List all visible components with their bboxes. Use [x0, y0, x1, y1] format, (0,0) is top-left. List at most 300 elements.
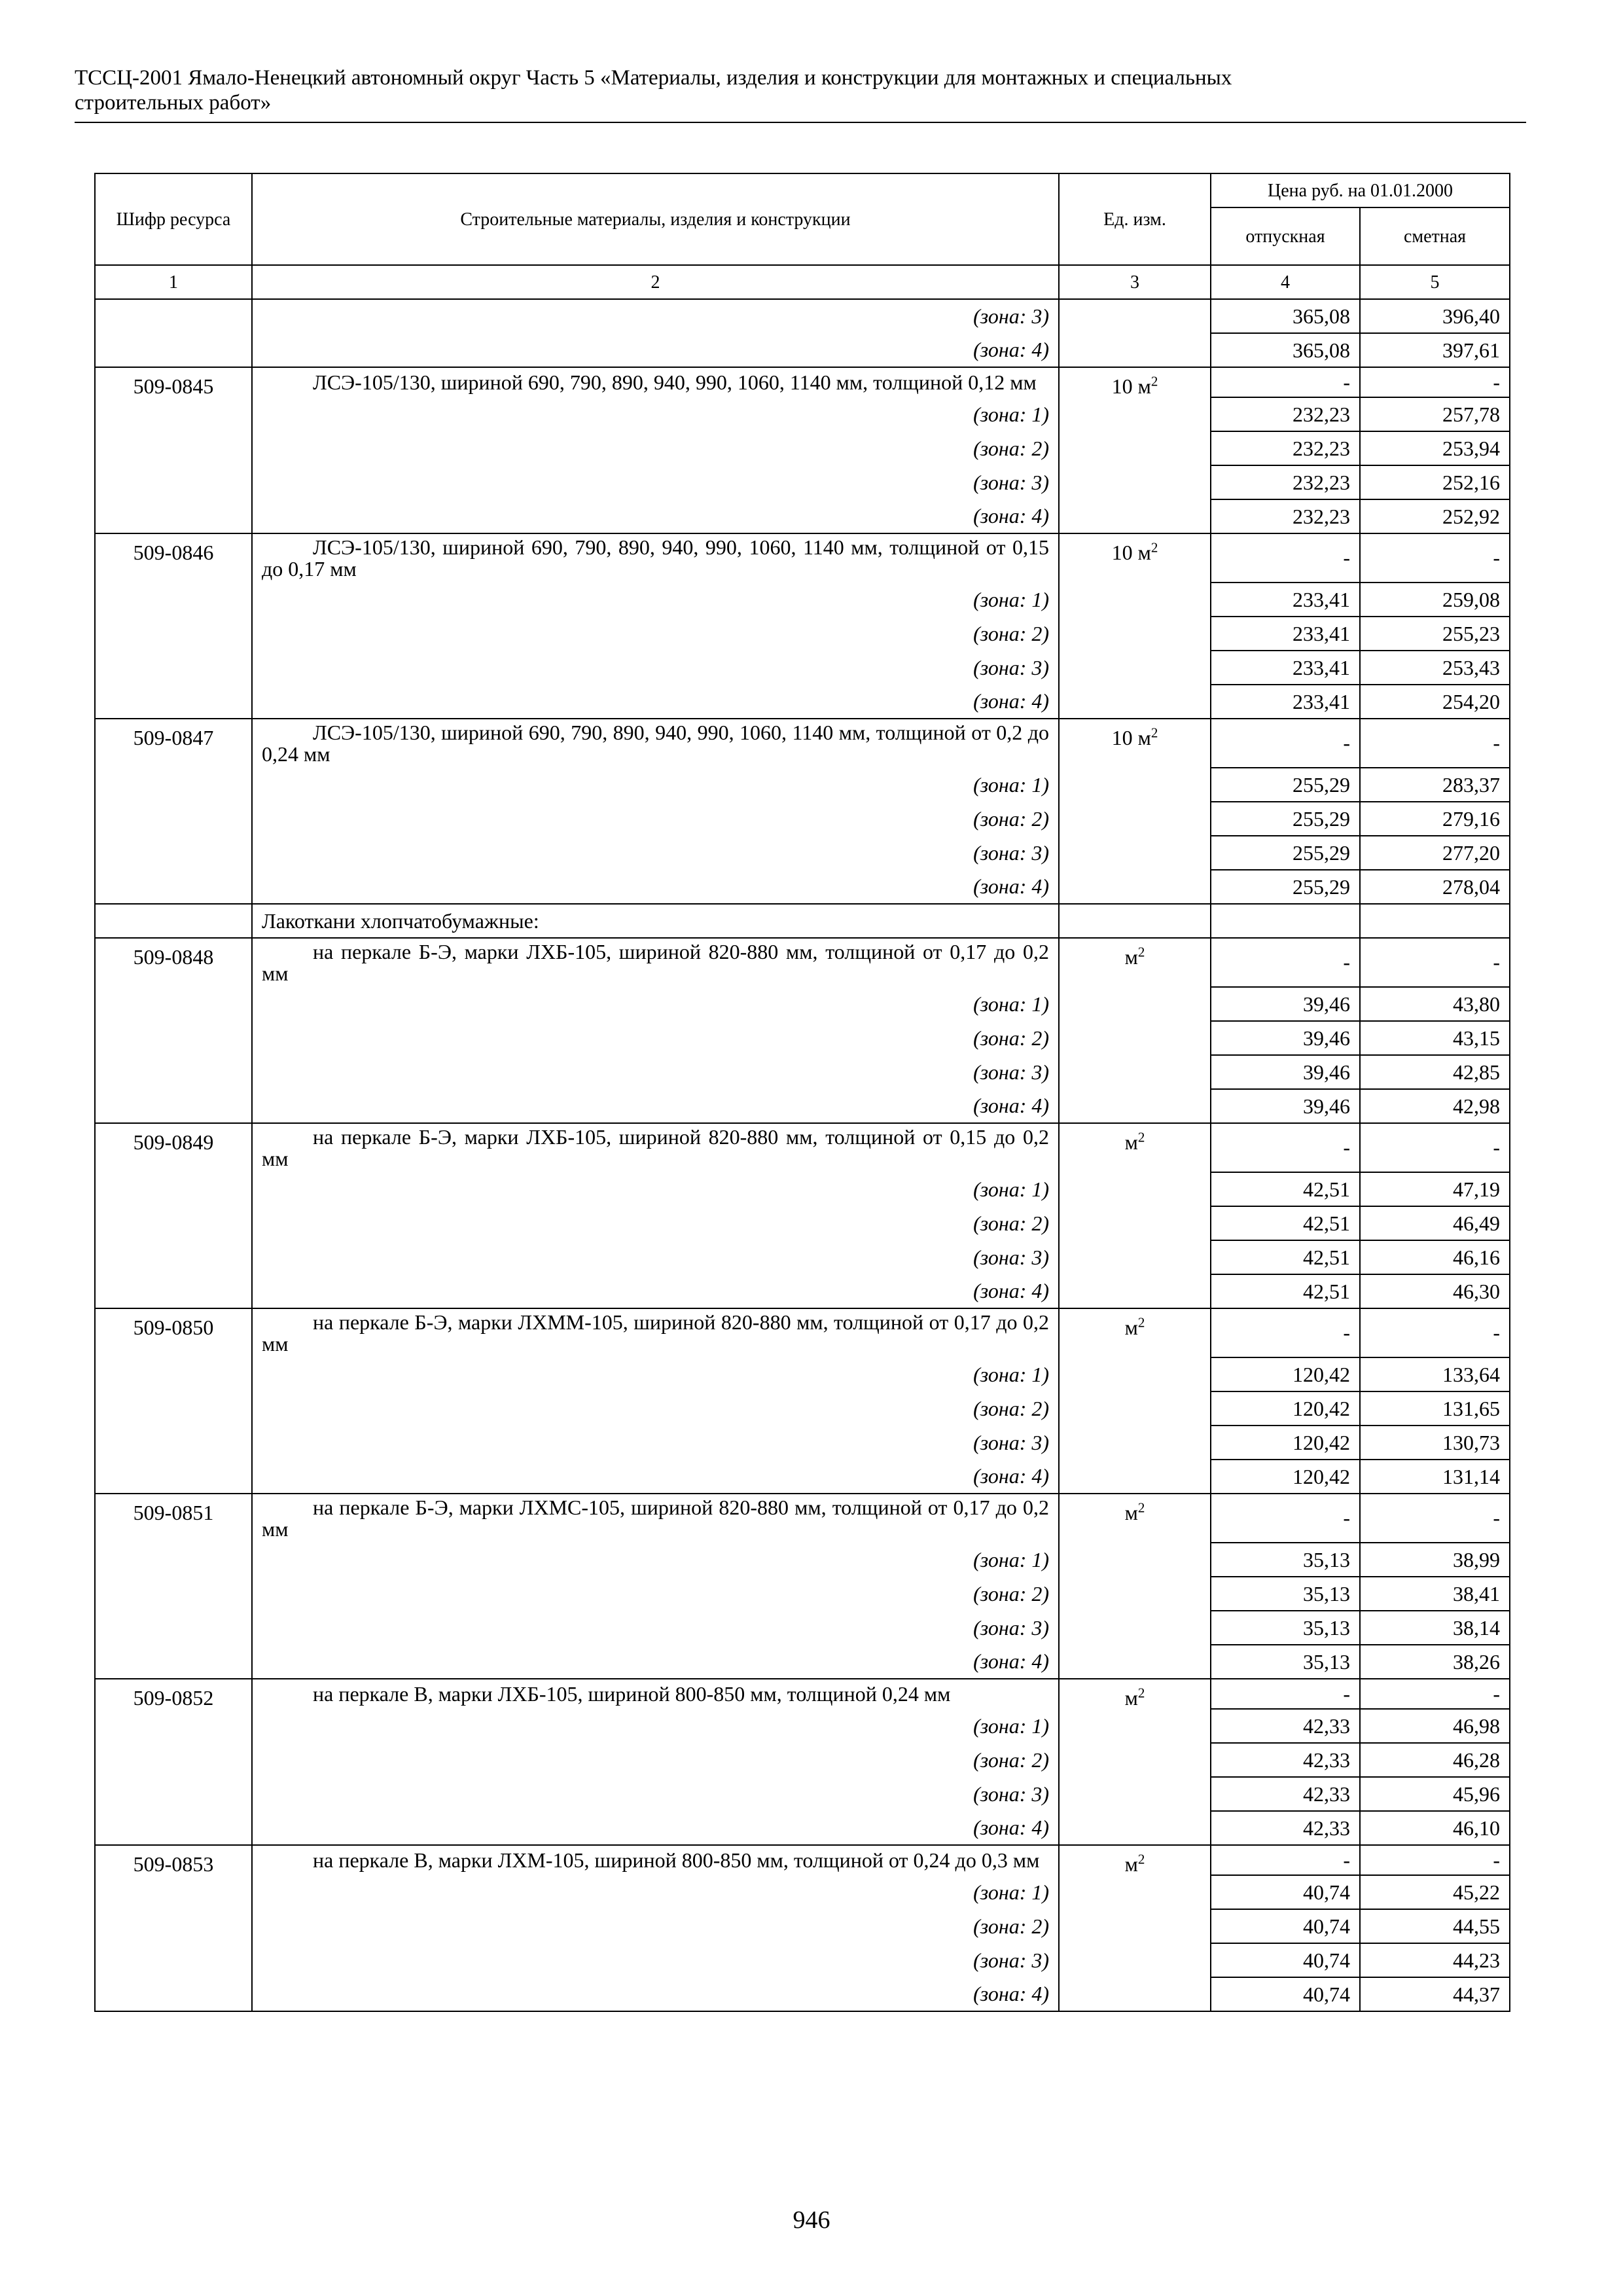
- code-cell: [95, 1743, 252, 1777]
- unit-cell: [1059, 1089, 1211, 1123]
- zone-row: [95, 1274, 1510, 1308]
- zone-row: [95, 1777, 1510, 1811]
- resource-description: на перкале Б-Э, марки ЛХБ-105, шириной 820-880 мм, толщиной от 0,15 до 0,2 мм: [252, 1123, 1059, 1172]
- release-price: 233,41: [1211, 617, 1360, 651]
- release-price: 40,74: [1211, 1909, 1360, 1943]
- resource-row: [95, 367, 1510, 397]
- resource-row: [95, 1308, 1510, 1357]
- release-price: 232,23: [1211, 397, 1360, 431]
- estimate-price: -: [1360, 533, 1510, 583]
- release-price: [1211, 904, 1360, 938]
- unit-superscript: 2: [1150, 725, 1158, 741]
- estimate-price: 38,99: [1360, 1543, 1510, 1577]
- code-cell: [95, 1909, 252, 1943]
- estimate-price: [1360, 904, 1510, 938]
- zone-row: [95, 583, 1510, 617]
- release-price: 120,42: [1211, 1357, 1360, 1391]
- unit-cell: [1059, 987, 1211, 1021]
- header-title-line2: строительных работ»: [75, 91, 272, 115]
- code-cell: [95, 1391, 252, 1426]
- unit-superscript: 2: [1150, 539, 1158, 556]
- code-cell: [95, 1543, 252, 1577]
- release-price: 232,23: [1211, 499, 1360, 533]
- unit-cell: [1059, 1357, 1211, 1391]
- unit-cell: [1059, 1743, 1211, 1777]
- code-cell: [95, 1943, 252, 1977]
- code-cell: [95, 465, 252, 499]
- estimate-price: 254,20: [1360, 685, 1510, 719]
- unit-text: м: [1124, 1852, 1138, 1876]
- code-cell: [95, 1426, 252, 1460]
- zone-row: [95, 1460, 1510, 1494]
- zone-label: (зона: 4): [252, 1977, 1059, 2011]
- estimate-price: 255,23: [1360, 617, 1510, 651]
- estimate-price: 44,55: [1360, 1909, 1510, 1943]
- resource-row: [95, 1679, 1510, 1709]
- resource-row: [95, 533, 1510, 583]
- column-number: 4: [1211, 265, 1360, 299]
- unit-superscript: 2: [1137, 1685, 1145, 1701]
- unit-text: м: [1124, 945, 1138, 969]
- unit-cell: [1059, 1577, 1211, 1611]
- release-price: 35,13: [1211, 1645, 1360, 1679]
- table-body: [95, 299, 1510, 2011]
- resource-unit: [1059, 533, 1211, 583]
- release-price: 35,13: [1211, 1543, 1360, 1577]
- resource-unit: [1059, 1494, 1211, 1543]
- zone-label: (зона: 1): [252, 397, 1059, 431]
- zone-row: [95, 1426, 1510, 1460]
- zone-label: (зона: 1): [252, 1357, 1059, 1391]
- estimate-price: 46,16: [1360, 1240, 1510, 1274]
- estimate-price: 283,37: [1360, 768, 1510, 802]
- release-price: 232,23: [1211, 431, 1360, 465]
- code-cell: [95, 397, 252, 431]
- resource-code: 509-0850: [95, 1308, 252, 1357]
- zone-row: [95, 870, 1510, 904]
- release-price: 39,46: [1211, 987, 1360, 1021]
- release-price: 233,41: [1211, 685, 1360, 719]
- estimate-price: 130,73: [1360, 1426, 1510, 1460]
- code-cell: [95, 1274, 252, 1308]
- release-price: -: [1211, 1679, 1360, 1709]
- code-cell: [95, 1055, 252, 1089]
- estimate-price: 43,80: [1360, 987, 1510, 1021]
- estimate-price: 279,16: [1360, 802, 1510, 836]
- column-number-row: [95, 265, 1510, 299]
- release-price: 42,33: [1211, 1811, 1360, 1845]
- estimate-price: -: [1360, 367, 1510, 397]
- unit-cell: [1059, 802, 1211, 836]
- unit-cell: [1059, 397, 1211, 431]
- resource-code: 509-0853: [95, 1845, 252, 1875]
- zone-row: [95, 1977, 1510, 2011]
- zone-row: [95, 1543, 1510, 1577]
- unit-cell: [1059, 1777, 1211, 1811]
- resource-description: на перкале В, марки ЛХМ-105, шириной 800-850 мм, толщиной от 0,24 до 0,3 мм: [252, 1845, 1059, 1875]
- release-price: 120,42: [1211, 1391, 1360, 1426]
- zone-label: (зона: 4): [252, 333, 1059, 367]
- zone-label: (зона: 3): [252, 465, 1059, 499]
- zone-label: (зона: 1): [252, 1709, 1059, 1743]
- release-price: 42,33: [1211, 1709, 1360, 1743]
- zone-label: (зона: 2): [252, 802, 1059, 836]
- estimate-price: -: [1360, 1845, 1510, 1875]
- estimate-price: 46,10: [1360, 1811, 1510, 1845]
- zone-label: (зона: 3): [252, 1240, 1059, 1274]
- release-price: 40,74: [1211, 1875, 1360, 1909]
- zone-row: [95, 333, 1510, 367]
- zone-row: [95, 1577, 1510, 1611]
- code-cell: [95, 1089, 252, 1123]
- estimate-price: 46,28: [1360, 1743, 1510, 1777]
- release-price: 40,74: [1211, 1977, 1360, 2011]
- unit-cell: [1059, 1274, 1211, 1308]
- unit-cell: [1059, 685, 1211, 719]
- zone-label: (зона: 3): [252, 1426, 1059, 1460]
- release-price: 42,51: [1211, 1240, 1360, 1274]
- resource-row: [95, 1123, 1510, 1172]
- unit-cell: [1059, 1909, 1211, 1943]
- release-price: -: [1211, 1845, 1360, 1875]
- unit-cell: [1059, 1240, 1211, 1274]
- code-cell: [95, 1777, 252, 1811]
- estimate-price: 45,96: [1360, 1777, 1510, 1811]
- code-cell: [95, 583, 252, 617]
- zone-row: [95, 1811, 1510, 1845]
- code-cell: [95, 802, 252, 836]
- header-title-line1: ТССЦ-2001 Ямало-Ненецкий автономный округ Часть 5 «Материалы, изделия и конструкции для монтажных и специальных: [75, 66, 1232, 90]
- resource-unit: [1059, 719, 1211, 768]
- unit-cell: [1059, 768, 1211, 802]
- release-price: 39,46: [1211, 1055, 1360, 1089]
- estimate-price: 253,43: [1360, 651, 1510, 685]
- unit-text: м: [1124, 1686, 1138, 1710]
- zone-row: [95, 651, 1510, 685]
- resource-description: на перкале Б-Э, марки ЛХММ-105, шириной 820-880 мм, толщиной от 0,17 до 0,2 мм: [252, 1308, 1059, 1357]
- code-cell: [95, 685, 252, 719]
- estimate-price: 131,65: [1360, 1391, 1510, 1426]
- unit-cell: [1059, 465, 1211, 499]
- unit-cell: [1059, 431, 1211, 465]
- unit-cell: [1059, 1943, 1211, 1977]
- resource-unit: [1059, 938, 1211, 987]
- estimate-price: 46,98: [1360, 1709, 1510, 1743]
- estimate-price: 42,98: [1360, 1089, 1510, 1123]
- zone-row: [95, 1743, 1510, 1777]
- unit-cell: [1059, 1426, 1211, 1460]
- resource-description: ЛСЭ-105/130, шириной 690, 790, 890, 940, 990, 1060, 1140 мм, толщиной 0,12 мм: [252, 367, 1059, 397]
- release-price: 255,29: [1211, 802, 1360, 836]
- resource-code: 509-0851: [95, 1494, 252, 1543]
- estimate-price: 252,92: [1360, 499, 1510, 533]
- zone-row: [95, 1206, 1510, 1240]
- estimate-price: 252,16: [1360, 465, 1510, 499]
- resource-code: 509-0852: [95, 1679, 252, 1709]
- unit-cell: [1059, 836, 1211, 870]
- resource-description: ЛСЭ-105/130, шириной 690, 790, 890, 940, 990, 1060, 1140 мм, толщиной от 0,15 до 0,17 мм: [252, 533, 1059, 583]
- zone-row: [95, 685, 1510, 719]
- code-cell: [95, 1357, 252, 1391]
- release-price: 233,41: [1211, 583, 1360, 617]
- zone-row: [95, 987, 1510, 1021]
- unit-cell: [1059, 299, 1211, 333]
- release-price: 42,33: [1211, 1743, 1360, 1777]
- release-price: 120,42: [1211, 1426, 1360, 1460]
- release-price: -: [1211, 1123, 1360, 1172]
- zone-label: (зона: 2): [252, 1021, 1059, 1055]
- estimate-price: -: [1360, 1494, 1510, 1543]
- resource-description: ЛСЭ-105/130, шириной 690, 790, 890, 940, 990, 1060, 1140 мм, толщиной от 0,2 до 0,24 мм: [252, 719, 1059, 768]
- zone-label: (зона: 3): [252, 836, 1059, 870]
- resource-unit: [1059, 1679, 1211, 1709]
- zone-label: (зона: 3): [252, 1777, 1059, 1811]
- release-price: 35,13: [1211, 1611, 1360, 1645]
- release-price: -: [1211, 1494, 1360, 1543]
- col-header-estimate-price: сметная: [1360, 207, 1510, 265]
- unit-cell: [1059, 904, 1211, 938]
- estimate-price: 38,14: [1360, 1611, 1510, 1645]
- unit-text: м: [1124, 1316, 1138, 1339]
- unit-cell: [1059, 499, 1211, 533]
- zone-row: [95, 1909, 1510, 1943]
- unit-superscript: 2: [1137, 944, 1145, 960]
- release-price: 232,23: [1211, 465, 1360, 499]
- code-cell: [95, 1240, 252, 1274]
- unit-cell: [1059, 583, 1211, 617]
- estimate-price: 278,04: [1360, 870, 1510, 904]
- estimate-price: 396,40: [1360, 299, 1510, 333]
- code-cell: [95, 836, 252, 870]
- release-price: 39,46: [1211, 1089, 1360, 1123]
- resource-unit: [1059, 1308, 1211, 1357]
- release-price: 39,46: [1211, 1021, 1360, 1055]
- release-price: 42,51: [1211, 1172, 1360, 1206]
- resource-code: 509-0846: [95, 533, 252, 583]
- unit-cell: [1059, 1875, 1211, 1909]
- zone-row: [95, 1645, 1510, 1679]
- release-price: 40,74: [1211, 1943, 1360, 1977]
- code-cell: [95, 431, 252, 465]
- unit-cell: [1059, 333, 1211, 367]
- estimate-price: 133,64: [1360, 1357, 1510, 1391]
- resource-row: [95, 938, 1510, 987]
- estimate-price: 38,26: [1360, 1645, 1510, 1679]
- zone-label: (зона: 2): [252, 617, 1059, 651]
- section-title: Лакоткани хлопчатобумажные:: [252, 904, 1059, 938]
- zone-label: (зона: 4): [252, 1089, 1059, 1123]
- zone-label: (зона: 1): [252, 583, 1059, 617]
- page-number: 946: [793, 2206, 830, 2234]
- resource-description: на перкале Б-Э, марки ЛХБ-105, шириной 820-880 мм, толщиной от 0,17 до 0,2 мм: [252, 938, 1059, 987]
- zone-label: (зона: 2): [252, 1743, 1059, 1777]
- zone-label: (зона: 2): [252, 1909, 1059, 1943]
- unit-text: 10 м: [1111, 374, 1151, 398]
- unit-cell: [1059, 1811, 1211, 1845]
- estimate-price: 46,49: [1360, 1206, 1510, 1240]
- release-price: -: [1211, 533, 1360, 583]
- resource-row: [95, 1845, 1510, 1875]
- zone-label: (зона: 3): [252, 1611, 1059, 1645]
- estimate-price: 42,85: [1360, 1055, 1510, 1089]
- release-price: 42,33: [1211, 1777, 1360, 1811]
- code-cell: [95, 651, 252, 685]
- release-price: 120,42: [1211, 1460, 1360, 1494]
- release-price: 42,51: [1211, 1274, 1360, 1308]
- zone-label: (зона: 2): [252, 1206, 1059, 1240]
- zone-row: [95, 617, 1510, 651]
- col-header-name: Строительные материалы, изделия и конструкции: [252, 173, 1059, 265]
- resource-code: 509-0847: [95, 719, 252, 768]
- release-price: 42,51: [1211, 1206, 1360, 1240]
- zone-label: (зона: 3): [252, 651, 1059, 685]
- unit-cell: [1059, 1460, 1211, 1494]
- resource-unit: [1059, 367, 1211, 397]
- release-price: 255,29: [1211, 870, 1360, 904]
- code-cell: [95, 1577, 252, 1611]
- code-cell: [95, 768, 252, 802]
- unit-cell: [1059, 870, 1211, 904]
- zone-label: (зона: 4): [252, 1274, 1059, 1308]
- zone-row: [95, 768, 1510, 802]
- code-cell: [95, 1811, 252, 1845]
- zone-label: (зона: 4): [252, 870, 1059, 904]
- estimate-price: -: [1360, 1308, 1510, 1357]
- estimate-price: 253,94: [1360, 431, 1510, 465]
- unit-superscript: 2: [1137, 1129, 1145, 1145]
- unit-text: м: [1124, 1130, 1138, 1154]
- estimate-price: 43,15: [1360, 1021, 1510, 1055]
- release-price: 255,29: [1211, 836, 1360, 870]
- resource-code: 509-0848: [95, 938, 252, 987]
- code-cell: [95, 1021, 252, 1055]
- zone-label: (зона: 3): [252, 1055, 1059, 1089]
- estimate-price: 44,23: [1360, 1943, 1510, 1977]
- column-number: 2: [252, 265, 1059, 299]
- unit-text: 10 м: [1111, 541, 1151, 564]
- release-price: -: [1211, 1308, 1360, 1357]
- resource-description: на перкале В, марки ЛХБ-105, шириной 800-850 мм, толщиной 0,24 мм: [252, 1679, 1059, 1709]
- zone-row: [95, 499, 1510, 533]
- zone-label: (зона: 2): [252, 1577, 1059, 1611]
- zone-row: [95, 1709, 1510, 1743]
- release-price: 365,08: [1211, 333, 1360, 367]
- code-cell: [95, 617, 252, 651]
- unit-cell: [1059, 1391, 1211, 1426]
- estimate-price: -: [1360, 938, 1510, 987]
- code-cell: [95, 333, 252, 367]
- estimate-price: -: [1360, 719, 1510, 768]
- header-rule: [75, 122, 1526, 123]
- zone-label: (зона: 4): [252, 1460, 1059, 1494]
- price-table: [94, 173, 1510, 2012]
- estimate-price: -: [1360, 1123, 1510, 1172]
- zone-row: [95, 1875, 1510, 1909]
- zone-row: [95, 397, 1510, 431]
- zone-label: (зона: 1): [252, 1875, 1059, 1909]
- resource-unit: [1059, 1845, 1211, 1875]
- estimate-price: 257,78: [1360, 397, 1510, 431]
- unit-cell: [1059, 1645, 1211, 1679]
- zone-label: (зона: 2): [252, 431, 1059, 465]
- release-price: 255,29: [1211, 768, 1360, 802]
- release-price: 365,08: [1211, 299, 1360, 333]
- zone-label: (зона: 2): [252, 1391, 1059, 1426]
- code-cell: [95, 904, 252, 938]
- zone-label: (зона: 3): [252, 1943, 1059, 1977]
- release-price: 35,13: [1211, 1577, 1360, 1611]
- zone-row: [95, 1240, 1510, 1274]
- estimate-price: 47,19: [1360, 1172, 1510, 1206]
- estimate-price: 259,08: [1360, 583, 1510, 617]
- zone-label: (зона: 1): [252, 1172, 1059, 1206]
- estimate-price: 131,14: [1360, 1460, 1510, 1494]
- zone-row: [95, 1089, 1510, 1123]
- unit-cell: [1059, 1172, 1211, 1206]
- code-cell: [95, 1206, 252, 1240]
- zone-row: [95, 802, 1510, 836]
- release-price: -: [1211, 719, 1360, 768]
- zone-row: [95, 1611, 1510, 1645]
- column-number: 1: [95, 265, 252, 299]
- release-price: 233,41: [1211, 651, 1360, 685]
- estimate-price: 45,22: [1360, 1875, 1510, 1909]
- estimate-price: 397,61: [1360, 333, 1510, 367]
- col-header-release-price: отпускная: [1211, 207, 1360, 265]
- zone-label: (зона: 3): [252, 299, 1059, 333]
- code-cell: [95, 1709, 252, 1743]
- unit-text: 10 м: [1111, 726, 1151, 749]
- col-header-code: Шифр ресурса: [95, 173, 252, 265]
- resource-row: [95, 1494, 1510, 1543]
- code-cell: [95, 299, 252, 333]
- resource-code: 509-0845: [95, 367, 252, 397]
- unit-cell: [1059, 617, 1211, 651]
- unit-superscript: 2: [1137, 1851, 1145, 1867]
- zone-label: (зона: 1): [252, 987, 1059, 1021]
- code-cell: [95, 987, 252, 1021]
- code-cell: [95, 1645, 252, 1679]
- unit-cell: [1059, 651, 1211, 685]
- zone-row: [95, 299, 1510, 333]
- code-cell: [95, 499, 252, 533]
- estimate-price: 44,37: [1360, 1977, 1510, 2011]
- zone-row: [95, 1172, 1510, 1206]
- unit-cell: [1059, 1543, 1211, 1577]
- estimate-price: 277,20: [1360, 836, 1510, 870]
- unit-cell: [1059, 1206, 1211, 1240]
- col-header-price-group: Цена руб. на 01.01.2000: [1211, 173, 1510, 207]
- zone-label: (зона: 4): [252, 499, 1059, 533]
- unit-cell: [1059, 1021, 1211, 1055]
- col-header-unit: Ед. изм.: [1059, 173, 1211, 265]
- zone-row: [95, 836, 1510, 870]
- unit-text: м: [1124, 1501, 1138, 1524]
- unit-superscript: 2: [1150, 373, 1158, 389]
- resource-description: на перкале Б-Э, марки ЛХМС-105, шириной 820-880 мм, толщиной от 0,17 до 0,2 мм: [252, 1494, 1059, 1543]
- unit-superscript: 2: [1137, 1314, 1145, 1331]
- zone-row: [95, 1021, 1510, 1055]
- unit-superscript: 2: [1137, 1499, 1145, 1516]
- zone-label: (зона: 1): [252, 768, 1059, 802]
- resource-unit: [1059, 1123, 1211, 1172]
- code-cell: [95, 1172, 252, 1206]
- zone-row: [95, 431, 1510, 465]
- unit-cell: [1059, 1977, 1211, 2011]
- zone-row: [95, 1055, 1510, 1089]
- zone-row: [95, 465, 1510, 499]
- unit-cell: [1059, 1055, 1211, 1089]
